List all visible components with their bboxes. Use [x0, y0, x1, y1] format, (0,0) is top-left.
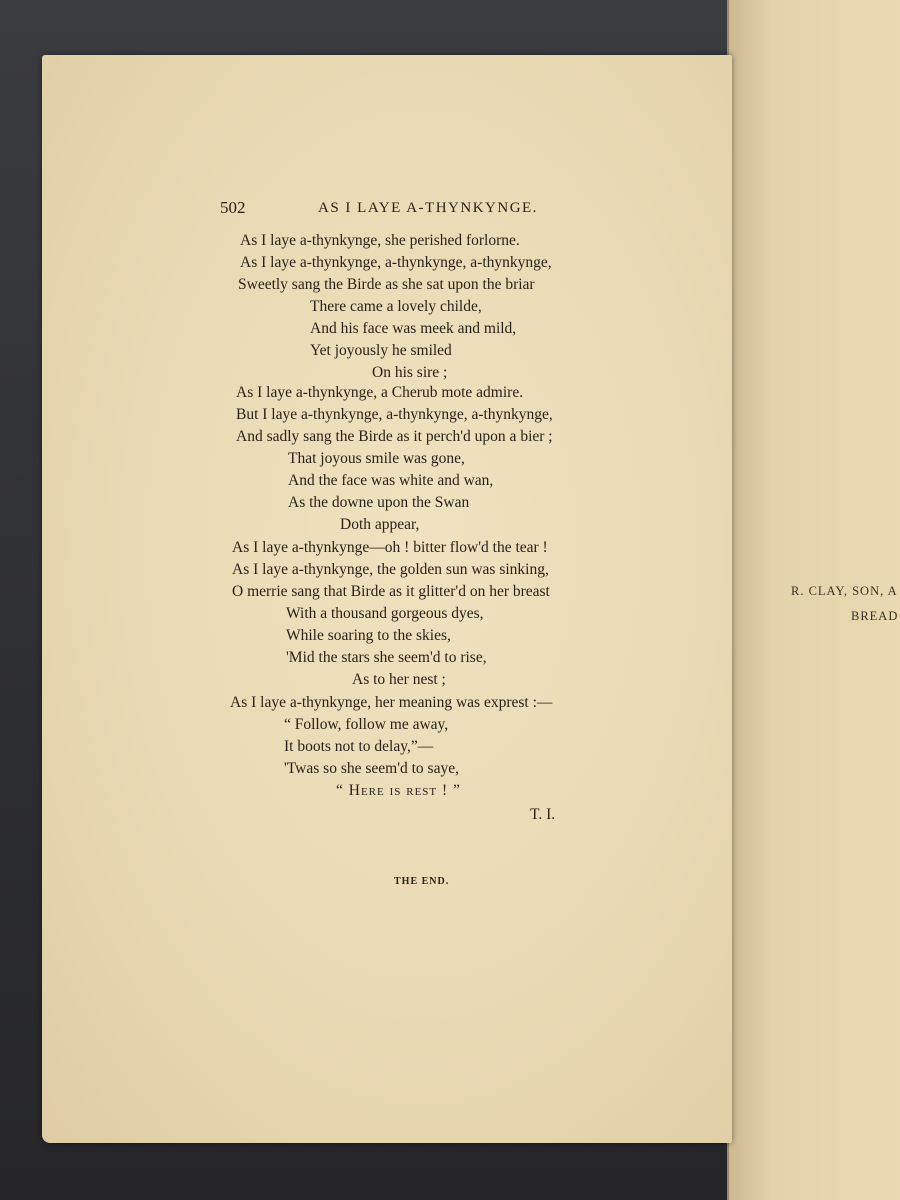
running-head-title: AS I LAYE A-THYNKYNGE.: [318, 200, 538, 216]
poem-line: As the downe upon the Swan: [288, 494, 470, 511]
poem-line: “ Here is rest ! ”: [336, 782, 461, 799]
poem-line: Doth appear,: [340, 516, 420, 533]
poem-signature: T. I.: [530, 806, 556, 823]
poem-line: With a thousand gorgeous dyes,: [286, 605, 484, 622]
page-number: 502: [220, 198, 246, 217]
poem-line: And his face was meek and mild,: [310, 320, 517, 337]
poem-line: There came a lovely childe,: [310, 298, 482, 315]
the-end-colophon: THE END.: [394, 876, 450, 887]
poem-line: As I laye a-thynkynge, her meaning was exprest :—: [230, 694, 553, 711]
running-head: [220, 198, 560, 220]
printer-imprint-line-2: BREAD: [851, 609, 899, 623]
poem-line: As to her nest ;: [352, 671, 446, 688]
poem-line: As I laye a-thynkynge—oh ! bitter flow'd the tear !: [232, 539, 548, 556]
poem-line: As I laye a-thynkynge, a-thynkynge, a-thynkynge,: [240, 254, 552, 271]
poem-line: O merrie sang that Birde as it glitter'd on her breast: [232, 583, 550, 600]
poem-line: As I laye a-thynkynge, the golden sun was sinking,: [232, 561, 549, 578]
poem-line: It boots not to delay,”—: [284, 738, 434, 755]
poem-line: 'Mid the stars she seem'd to rise,: [286, 649, 487, 666]
poem-line: On his sire ;: [372, 364, 448, 381]
printer-imprint-line-1: R. CLAY, SON, A: [791, 584, 898, 598]
poem-line: 'Twas so she seem'd to saye,: [284, 760, 459, 777]
poem-line: And sadly sang the Birde as it perch'd upon a bier ;: [236, 428, 553, 445]
poem-line: Yet joyously he smiled: [310, 342, 452, 359]
poem-line: That joyous smile was gone,: [288, 450, 465, 467]
poem-line: As I laye a-thynkynge, a Cherub mote admire.: [236, 384, 524, 401]
poem-line: And the face was white and wan,: [288, 472, 494, 489]
poem-line: But I laye a-thynkynge, a-thynkynge, a-thynkynge,: [236, 406, 553, 423]
facing-page: [727, 0, 900, 1200]
poem-line: As I laye a-thynkynge, she perished forlorne.: [240, 232, 520, 249]
poem-line: Sweetly sang the Birde as she sat upon the briar: [238, 276, 535, 293]
poem-line: While soaring to the skies,: [286, 627, 451, 644]
poem-line: “ Follow, follow me away,: [284, 716, 449, 733]
